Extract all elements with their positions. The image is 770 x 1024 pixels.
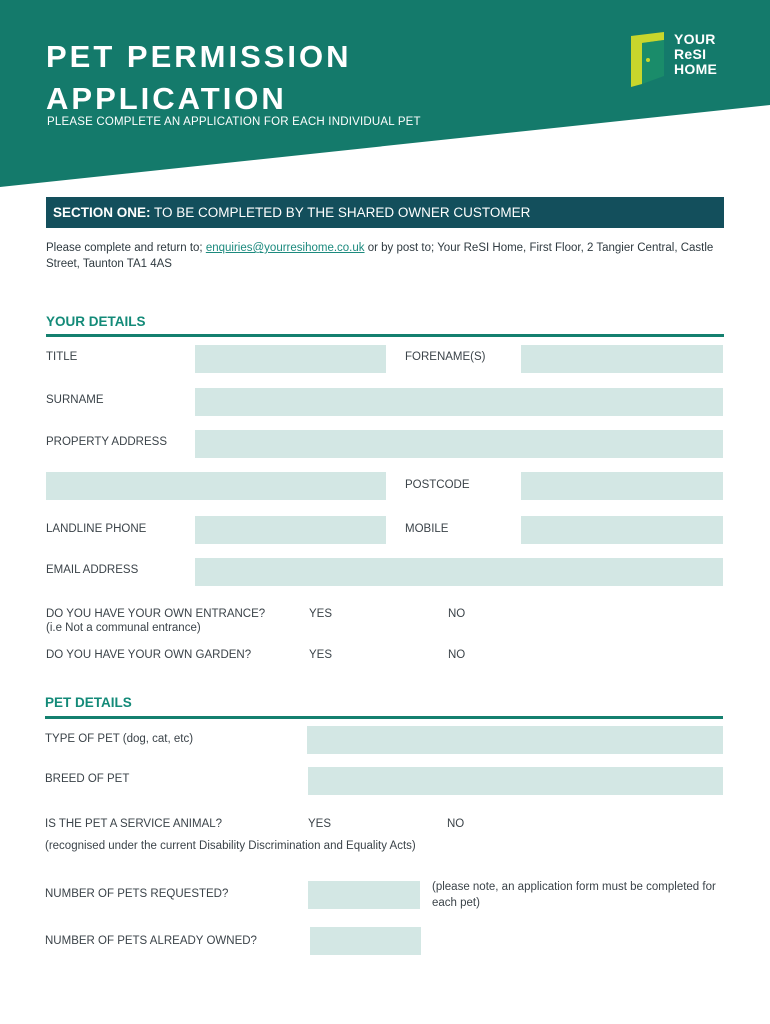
own-garden-no-option[interactable]: NO bbox=[448, 649, 466, 661]
own-entrance-yes-option[interactable]: YES bbox=[309, 608, 333, 620]
pets-owned-field[interactable] bbox=[310, 927, 421, 955]
logo-wordmark bbox=[674, 32, 717, 77]
logo-text-line3: HOME bbox=[674, 61, 718, 77]
own-entrance-no-option[interactable]: NO bbox=[448, 608, 466, 620]
service-animal-question: IS THE PET A SERVICE ANIMAL? bbox=[45, 818, 223, 830]
service-animal-yes-option[interactable]: YES bbox=[308, 818, 332, 830]
pet-details-heading: PET DETAILS bbox=[45, 695, 132, 710]
your-resi-home-logo bbox=[628, 32, 738, 88]
email-field[interactable] bbox=[195, 558, 723, 586]
mobile-label: MOBILE bbox=[405, 523, 449, 535]
surname-label: SURNAME bbox=[46, 394, 104, 406]
page-title bbox=[46, 36, 352, 120]
own-entrance-note: (i.e Not a communal entrance) bbox=[46, 622, 201, 634]
service-animal-no-option[interactable]: NO bbox=[447, 818, 465, 830]
surname-field[interactable] bbox=[195, 388, 723, 416]
logo-text-line2: ReSI bbox=[674, 46, 707, 62]
instructions-text bbox=[46, 240, 726, 272]
page-title-line1: PET PERMISSION bbox=[46, 39, 352, 74]
pet-type-label: TYPE OF PET (dog, cat, etc) bbox=[45, 733, 194, 745]
landline-field[interactable] bbox=[195, 516, 386, 544]
title-field[interactable] bbox=[195, 345, 386, 373]
property-address-label: PROPERTY ADDRESS bbox=[46, 436, 168, 448]
pet-type-field[interactable] bbox=[307, 726, 723, 754]
pet-breed-label: BREED OF PET bbox=[45, 773, 130, 785]
instructions-postal-address: or by post to; Your ReSI Home, First Floor, 2 Tangier Central, Castle Street, Taunton TA1 4AS bbox=[46, 242, 714, 270]
instructions-prefix: Please complete and return to; bbox=[46, 242, 206, 254]
email-label: EMAIL ADDRESS bbox=[46, 564, 139, 576]
page-title-line2: APPLICATION bbox=[46, 81, 287, 116]
own-garden-yes-option[interactable]: YES bbox=[309, 649, 333, 661]
postcode-field[interactable] bbox=[521, 472, 723, 500]
title-label: TITLE bbox=[46, 351, 78, 363]
forename-field[interactable] bbox=[521, 345, 723, 373]
pet-details-divider bbox=[45, 716, 723, 719]
landline-label: LANDLINE PHONE bbox=[46, 523, 147, 535]
property-address-field[interactable] bbox=[195, 430, 723, 458]
enquiries-email-link[interactable]: enquiries@yourresihome.co.uk bbox=[205, 242, 365, 254]
forename-label: FORENAME(S) bbox=[405, 351, 486, 363]
pets-requested-field[interactable] bbox=[308, 881, 420, 909]
logo-door-icon bbox=[628, 32, 668, 88]
section-one-label: SECTION ONE: bbox=[53, 205, 151, 220]
own-entrance-question: DO YOU HAVE YOUR OWN ENTRANCE? bbox=[46, 608, 266, 620]
your-details-heading: YOUR DETAILS bbox=[46, 314, 146, 329]
service-animal-note: (recognised under the current Disability Discrimination and Equality Acts) bbox=[45, 840, 416, 852]
one-form-per-pet-note: (please note, an application form must be completed for each pet) bbox=[432, 881, 716, 909]
page-subtitle: PLEASE COMPLETE AN APPLICATION FOR EACH INDIVIDUAL PET bbox=[47, 116, 421, 128]
your-details-divider bbox=[46, 334, 724, 337]
pets-requested-label: NUMBER OF PETS REQUESTED? bbox=[45, 888, 229, 900]
section-one-description: TO BE COMPLETED BY THE SHARED OWNER CUSTOMER bbox=[150, 205, 531, 220]
pets-owned-label: NUMBER OF PETS ALREADY OWNED? bbox=[45, 935, 257, 947]
logo-text-line1: YOUR bbox=[674, 31, 716, 47]
property-address-line2-field[interactable] bbox=[46, 472, 386, 500]
section-one-bar bbox=[46, 197, 724, 228]
pet-breed-field[interactable] bbox=[308, 767, 723, 795]
mobile-field[interactable] bbox=[521, 516, 723, 544]
own-garden-question: DO YOU HAVE YOUR OWN GARDEN? bbox=[46, 649, 252, 661]
postcode-label: POSTCODE bbox=[405, 479, 470, 491]
